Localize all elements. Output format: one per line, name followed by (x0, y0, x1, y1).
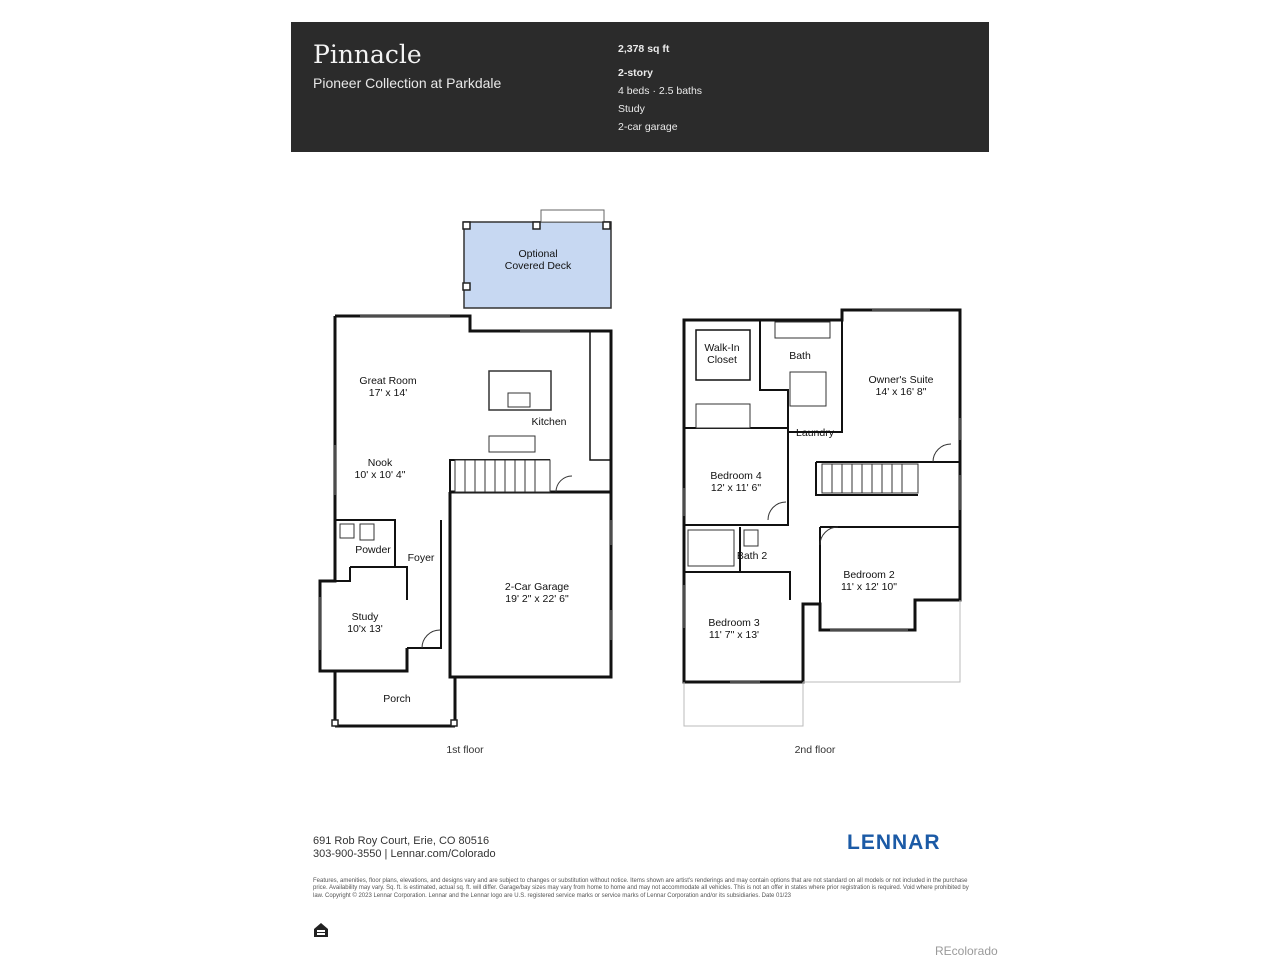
floor2-caption: 2nd floor (794, 744, 836, 756)
spec-beds-baths: 4 beds · 2.5 baths (618, 85, 703, 97)
walkin-closet-line2: Closet (707, 354, 737, 366)
spec-garage: 2-car garage (618, 121, 678, 133)
floor1-caption: 1st floor (446, 744, 484, 756)
porch-label: Porch (383, 693, 411, 705)
first-floor-plan (320, 210, 611, 726)
deck-label-line1: Optional (518, 248, 558, 260)
second-floor-plan (684, 310, 960, 726)
owners-suite-dim: 14' x 16' 8" (875, 386, 927, 398)
garage-label: 2-Car Garage (504, 581, 570, 593)
deck-label-line2: Covered Deck (504, 260, 572, 272)
nook-label: Nook (367, 457, 393, 469)
footer-contact: 303-900-3550 | Lennar.com/Colorado (313, 848, 496, 860)
kitchen-label: Kitchen (531, 416, 567, 428)
footer-address-block (313, 835, 496, 861)
bedroom2-dim: 11' x 12' 10" (841, 581, 897, 593)
great-room-dim: 17' x 14' (368, 387, 408, 399)
spec-stories: 2-story (618, 67, 654, 79)
great-room-label: Great Room (359, 375, 417, 387)
study-dim: 10'x 13' (347, 623, 383, 635)
spec-study: Study (618, 103, 645, 115)
owners-suite-label: Owner's Suite (868, 374, 934, 386)
equal-housing-icon (313, 922, 329, 938)
footer-address: 691 Rob Roy Court, Erie, CO 80516 (313, 835, 490, 847)
bedroom3-dim: 11' 7" x 13' (708, 629, 760, 641)
deck-steps (541, 210, 604, 222)
watermark: REcolorado (935, 944, 998, 958)
bedroom3-label: Bedroom 3 (708, 617, 760, 629)
powder-label: Powder (355, 544, 391, 556)
bath2-label: Bath 2 (736, 550, 768, 562)
nook-dim: 10' x 10' 4" (354, 469, 406, 481)
bedroom4-dim: 12' x 11' 6" (710, 482, 762, 494)
spec-sqft: 2,378 sq ft (618, 43, 670, 55)
plan-subtitle: Pioneer Collection at Parkdale (313, 75, 502, 91)
laundry-label: Laundry (796, 427, 834, 439)
garage-dim: 19' 2" x 22' 6" (505, 593, 569, 605)
walkin-closet-line1: Walk-In (704, 342, 740, 354)
study-label: Study (351, 611, 379, 623)
bedroom4-label: Bedroom 4 (710, 470, 762, 482)
legal-disclaimer: Features, amenities, floor plans, elevations, and designs vary and are subject to changes or substitution without notice. Items shown are artist's renderings and may contain options that are not standard on all models or not included in the purchase price. Availability may vary. Sq. ft. is estimated, actual sq. ft. will differ. Garage/bay sizes may vary from home to home and may not accommodate all vehicles. This is not an offer in states where prior registration is required. Void where prohibited by law. Copyright © 2023 Lennar Corporation. Lennar and the Lennar logo are U.S. registered service marks or service marks of Lennar Corporation and/or its subsidiaries. Date 01/23 (313, 878, 969, 899)
lennar-logo: LENNAR (847, 831, 941, 854)
foyer-label: Foyer (407, 552, 435, 564)
plan-title: Pinnacle (313, 40, 422, 69)
bedroom2-label: Bedroom 2 (843, 569, 895, 581)
bath-label: Bath (789, 350, 811, 362)
